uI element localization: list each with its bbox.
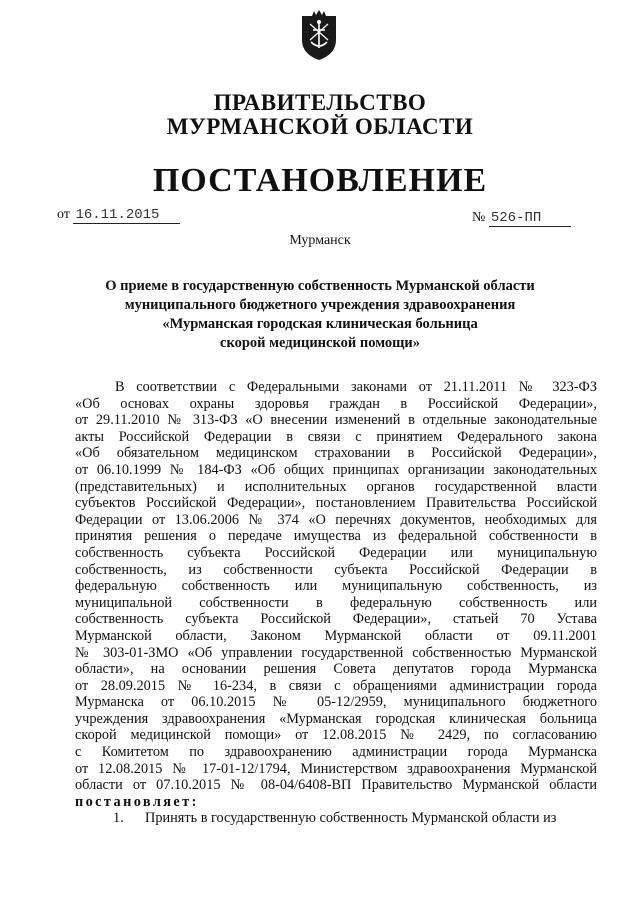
document-title bbox=[80, 277, 560, 353]
document-number bbox=[472, 210, 571, 227]
body-line: учреждения здравоохранения «Мурманская городская клиническая больница bbox=[75, 710, 597, 727]
title-line: «Мурманская городская клиническая больница bbox=[162, 316, 478, 332]
city-name: Мурманск bbox=[289, 233, 351, 248]
body-line: от 28.09.2015 № 16-234, в связи с обращениями администрации города bbox=[75, 677, 597, 694]
body-line: «Об основах охраны здоровья граждан в Российской Федерации», bbox=[75, 395, 597, 412]
body-line: № 303-01-ЗМО «Об управлении государственной собственностью Мурманской bbox=[75, 644, 597, 661]
date-prefix: от bbox=[57, 207, 70, 222]
body-line: области», на основании решения Совета депутатов города Мурманска bbox=[75, 661, 597, 678]
body-line: от 29.11.2010 № 313-ФЗ «О внесении изменений в отдельные законодательные bbox=[75, 412, 597, 429]
body-line: скорой медицинской помощи» от 12.08.2015 № 2429, по согласованию bbox=[75, 727, 597, 744]
body-line: акты Российской Федерации в связи с принятием Федерального закона bbox=[75, 428, 597, 445]
body-line: с Комитетом по здравоохранению администрации города Мурманска bbox=[75, 744, 597, 761]
body-line: собственность субъекта Российской Федерации или муниципальную bbox=[75, 544, 597, 561]
body-line: В соответствии с Федеральными законами от 21.11.2011 № 323-ФЗ bbox=[115, 379, 597, 395]
clause-number: 1. bbox=[113, 810, 124, 827]
body-line: муниципальной собственности в федеральную собственность или bbox=[75, 594, 597, 611]
body-line: федеральную собственность или муниципальную собственность, из bbox=[75, 578, 597, 595]
date-value: 16.11.2015 bbox=[73, 207, 180, 224]
body-line: собственность, из собственности субъекта Российской Федерации в bbox=[75, 561, 597, 578]
body-line: Федерации от 13.06.2006 № 374 «О перечнях документов, необходимых для bbox=[75, 511, 597, 528]
body-line: «Об обязательном медицинском страховании в Российской Федерации», bbox=[75, 445, 597, 462]
resolve-word: постановляет: bbox=[75, 793, 199, 810]
body-line: субъектов Российской Федерации», постановлением Правительства Российской bbox=[75, 495, 597, 512]
government-title-line2: МУРМАНСКОЙ ОБЛАСТИ bbox=[166, 114, 474, 139]
body-line: от 12.08.2015 № 17-01-12/1794, Министерством здравоохранения Мурманской bbox=[75, 760, 597, 777]
body-line: (представительных) и исполнительных органов государственной власти bbox=[75, 478, 597, 495]
body-line: собственность субъекта Российской Федерации», статьей 70 Устава bbox=[75, 611, 597, 628]
title-line: О приеме в государственную собственность Мурманской области bbox=[105, 278, 535, 294]
title-line: муниципального бюджетного учреждения здравоохранения bbox=[124, 297, 516, 313]
document-body bbox=[75, 379, 597, 827]
coat-of-arms-icon bbox=[299, 10, 339, 62]
number-prefix: № bbox=[472, 210, 486, 225]
body-line: от 06.10.1999 № 184-ФЗ «Об общих принципах организации законодательных bbox=[75, 461, 597, 478]
number-value: 526-ПП bbox=[489, 210, 571, 227]
clause-1 bbox=[75, 810, 597, 827]
government-title-line1: ПРАВИТЕЛЬСТВО bbox=[213, 90, 427, 115]
document-date bbox=[57, 207, 180, 224]
title-line: скорой медицинской помощи» bbox=[220, 335, 420, 351]
body-line: области от 07.10.2015 № 08-04/6408-ВП Правительство Мурманской области bbox=[75, 777, 597, 794]
body-line: Мурманской области, Законом Мурманской области от 09.11.2001 bbox=[75, 627, 597, 644]
document-type-heading: ПОСТАНОВЛЕНИЕ bbox=[152, 162, 488, 199]
body-line: Мурманска от 06.10.2015 № 05-12/2959, муниципального бюджетного bbox=[75, 694, 597, 711]
body-line: принятия решения о передаче имущества из федеральной собственности в bbox=[75, 528, 597, 545]
clause-text: Принять в государственную собственность Мурманской области из bbox=[145, 810, 557, 827]
